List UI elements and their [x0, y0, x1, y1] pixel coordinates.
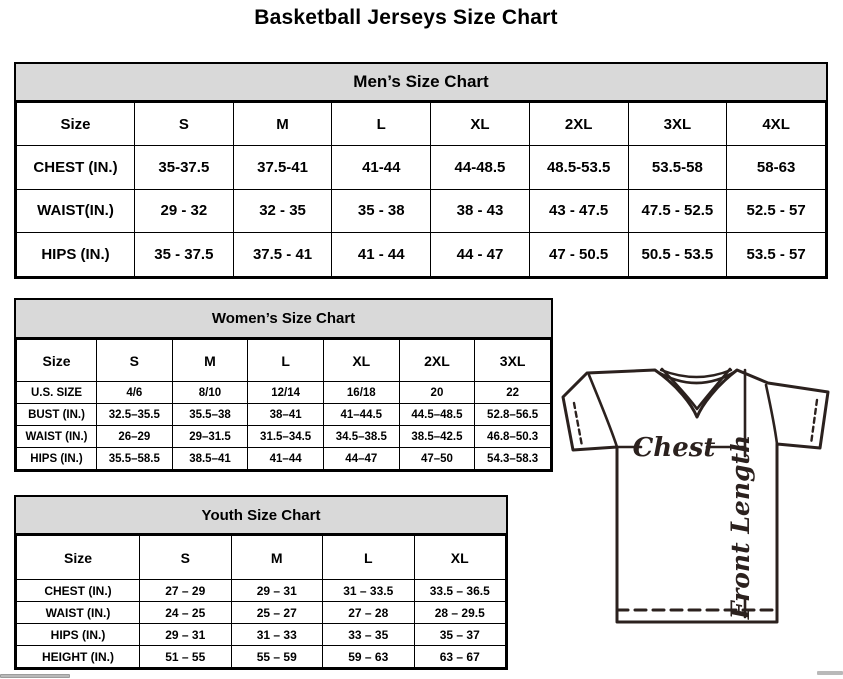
value-cell: 31.5–34.5	[248, 426, 324, 448]
table-row	[17, 146, 826, 190]
table-row	[17, 580, 506, 602]
table-row	[17, 646, 506, 668]
value-cell: 25 – 27	[231, 602, 323, 624]
chest-label: Chest	[632, 433, 716, 463]
front-length-label: Front Length	[726, 434, 755, 620]
table-row	[17, 448, 551, 470]
value-cell: 8/10	[172, 382, 248, 404]
row-label-cell: WAIST (IN.)	[17, 602, 140, 624]
table-row	[17, 602, 506, 624]
left-cuff-dashed-line	[574, 403, 582, 446]
value-cell: 53.5 - 57	[727, 233, 826, 277]
value-cell: 29 – 31	[140, 624, 232, 646]
left-armhole-seam	[589, 375, 617, 447]
row-label-cell: WAIST (IN.)	[17, 426, 97, 448]
row-label-cell: WAIST(IN.)	[17, 189, 135, 233]
value-cell: 20	[399, 382, 475, 404]
column-header-cell: S	[135, 103, 234, 146]
value-cell: 34.5–38.5	[323, 426, 399, 448]
value-cell: 29 – 31	[231, 580, 323, 602]
column-header-cell: S	[140, 536, 232, 580]
table-row	[17, 189, 826, 233]
value-cell: 59 – 63	[323, 646, 415, 668]
column-header-cell: M	[231, 536, 323, 580]
column-header-cell: S	[97, 340, 173, 382]
row-label-cell: HEIGHT (IN.)	[17, 646, 140, 668]
column-header-cell: 2XL	[399, 340, 475, 382]
jersey-measurement-diagram	[558, 360, 840, 636]
womens-size-table	[16, 339, 551, 470]
value-cell: 35.5–58.5	[97, 448, 173, 470]
mens-chart-title: Men’s Size Chart	[16, 64, 826, 102]
column-header-cell: 4XL	[727, 103, 826, 146]
value-cell: 35 - 38	[332, 189, 431, 233]
column-header-cell: 2XL	[529, 103, 628, 146]
value-cell: 38.5–41	[172, 448, 248, 470]
scrollbar-fragment[interactable]	[817, 671, 843, 675]
mens-size-chart-section	[14, 62, 828, 279]
value-cell: 24 – 25	[140, 602, 232, 624]
value-cell: 52.8–56.5	[475, 404, 551, 426]
value-cell: 55 – 59	[231, 646, 323, 668]
column-header-cell: L	[248, 340, 324, 382]
value-cell: 41–44.5	[323, 404, 399, 426]
row-label-cell: U.S. SIZE	[17, 382, 97, 404]
table-row	[17, 382, 551, 404]
value-cell: 33 – 35	[323, 624, 415, 646]
row-label-cell: HIPS (IN.)	[17, 233, 135, 277]
value-cell: 47–50	[399, 448, 475, 470]
value-cell: 28 – 29.5	[414, 602, 506, 624]
womens-size-chart-section	[14, 298, 553, 472]
youth-chart-title: Youth Size Chart	[16, 497, 506, 535]
right-cuff-dashed-line	[811, 400, 817, 444]
column-header-cell: M	[172, 340, 248, 382]
column-header-cell: XL	[431, 103, 530, 146]
value-cell: 12/14	[248, 382, 324, 404]
value-cell: 51 – 55	[140, 646, 232, 668]
row-label-cell: HIPS (IN.)	[17, 448, 97, 470]
value-cell: 27 – 28	[323, 602, 415, 624]
value-cell: 32 - 35	[233, 189, 332, 233]
value-cell: 37.5 - 41	[233, 233, 332, 277]
value-cell: 43 - 47.5	[529, 189, 628, 233]
mens-size-table	[16, 102, 826, 277]
value-cell: 46.8–50.3	[475, 426, 551, 448]
value-cell: 26–29	[97, 426, 173, 448]
value-cell: 38 - 43	[431, 189, 530, 233]
youth-size-chart-section	[14, 495, 508, 670]
value-cell: 37.5-41	[233, 146, 332, 190]
value-cell: 53.5-58	[628, 146, 727, 190]
column-header-cell: M	[233, 103, 332, 146]
value-cell: 58-63	[727, 146, 826, 190]
table-row	[17, 233, 826, 277]
column-header-cell: 3XL	[475, 340, 551, 382]
collar-back-arc-inner	[661, 370, 731, 377]
value-cell: 16/18	[323, 382, 399, 404]
value-cell: 47.5 - 52.5	[628, 189, 727, 233]
value-cell: 35.5–38	[172, 404, 248, 426]
value-cell: 35 - 37.5	[135, 233, 234, 277]
value-cell: 50.5 - 53.5	[628, 233, 727, 277]
row-label-cell: BUST (IN.)	[17, 404, 97, 426]
size-header-cell: Size	[17, 340, 97, 382]
value-cell: 31 – 33	[231, 624, 323, 646]
youth-size-table	[16, 535, 506, 668]
womens-chart-title: Women’s Size Chart	[16, 300, 551, 339]
row-label-cell: CHEST (IN.)	[17, 580, 140, 602]
right-armhole-seam	[766, 385, 777, 444]
value-cell: 52.5 - 57	[727, 189, 826, 233]
value-cell: 63 – 67	[414, 646, 506, 668]
value-cell: 38.5–42.5	[399, 426, 475, 448]
value-cell: 44-48.5	[431, 146, 530, 190]
size-header-cell: Size	[17, 103, 135, 146]
column-header-cell: XL	[323, 340, 399, 382]
column-header-cell: 3XL	[628, 103, 727, 146]
value-cell: 38–41	[248, 404, 324, 426]
value-cell: 31 – 33.5	[323, 580, 415, 602]
value-cell: 22	[475, 382, 551, 404]
value-cell: 54.3–58.3	[475, 448, 551, 470]
row-label-cell: HIPS (IN.)	[17, 624, 140, 646]
table-row	[17, 624, 506, 646]
value-cell: 32.5–35.5	[97, 404, 173, 426]
value-cell: 33.5 – 36.5	[414, 580, 506, 602]
table-row	[17, 426, 551, 448]
value-cell: 47 - 50.5	[529, 233, 628, 277]
value-cell: 35-37.5	[135, 146, 234, 190]
size-header-cell: Size	[17, 536, 140, 580]
value-cell: 44–47	[323, 448, 399, 470]
column-header-cell: L	[323, 536, 415, 580]
column-header-cell: L	[332, 103, 431, 146]
value-cell: 44.5–48.5	[399, 404, 475, 426]
value-cell: 4/6	[97, 382, 173, 404]
value-cell: 41-44	[332, 146, 431, 190]
value-cell: 29 - 32	[135, 189, 234, 233]
value-cell: 35 – 37	[414, 624, 506, 646]
value-cell: 41 - 44	[332, 233, 431, 277]
value-cell: 27 – 29	[140, 580, 232, 602]
value-cell: 41–44	[248, 448, 324, 470]
page-title: Basketball Jerseys Size Chart	[254, 6, 558, 29]
horizontal-scrollbar-thumb[interactable]	[0, 674, 70, 678]
value-cell: 29–31.5	[172, 426, 248, 448]
value-cell: 48.5-53.5	[529, 146, 628, 190]
table-row	[17, 404, 551, 426]
row-label-cell: CHEST (IN.)	[17, 146, 135, 190]
value-cell: 44 - 47	[431, 233, 530, 277]
column-header-cell: XL	[414, 536, 506, 580]
